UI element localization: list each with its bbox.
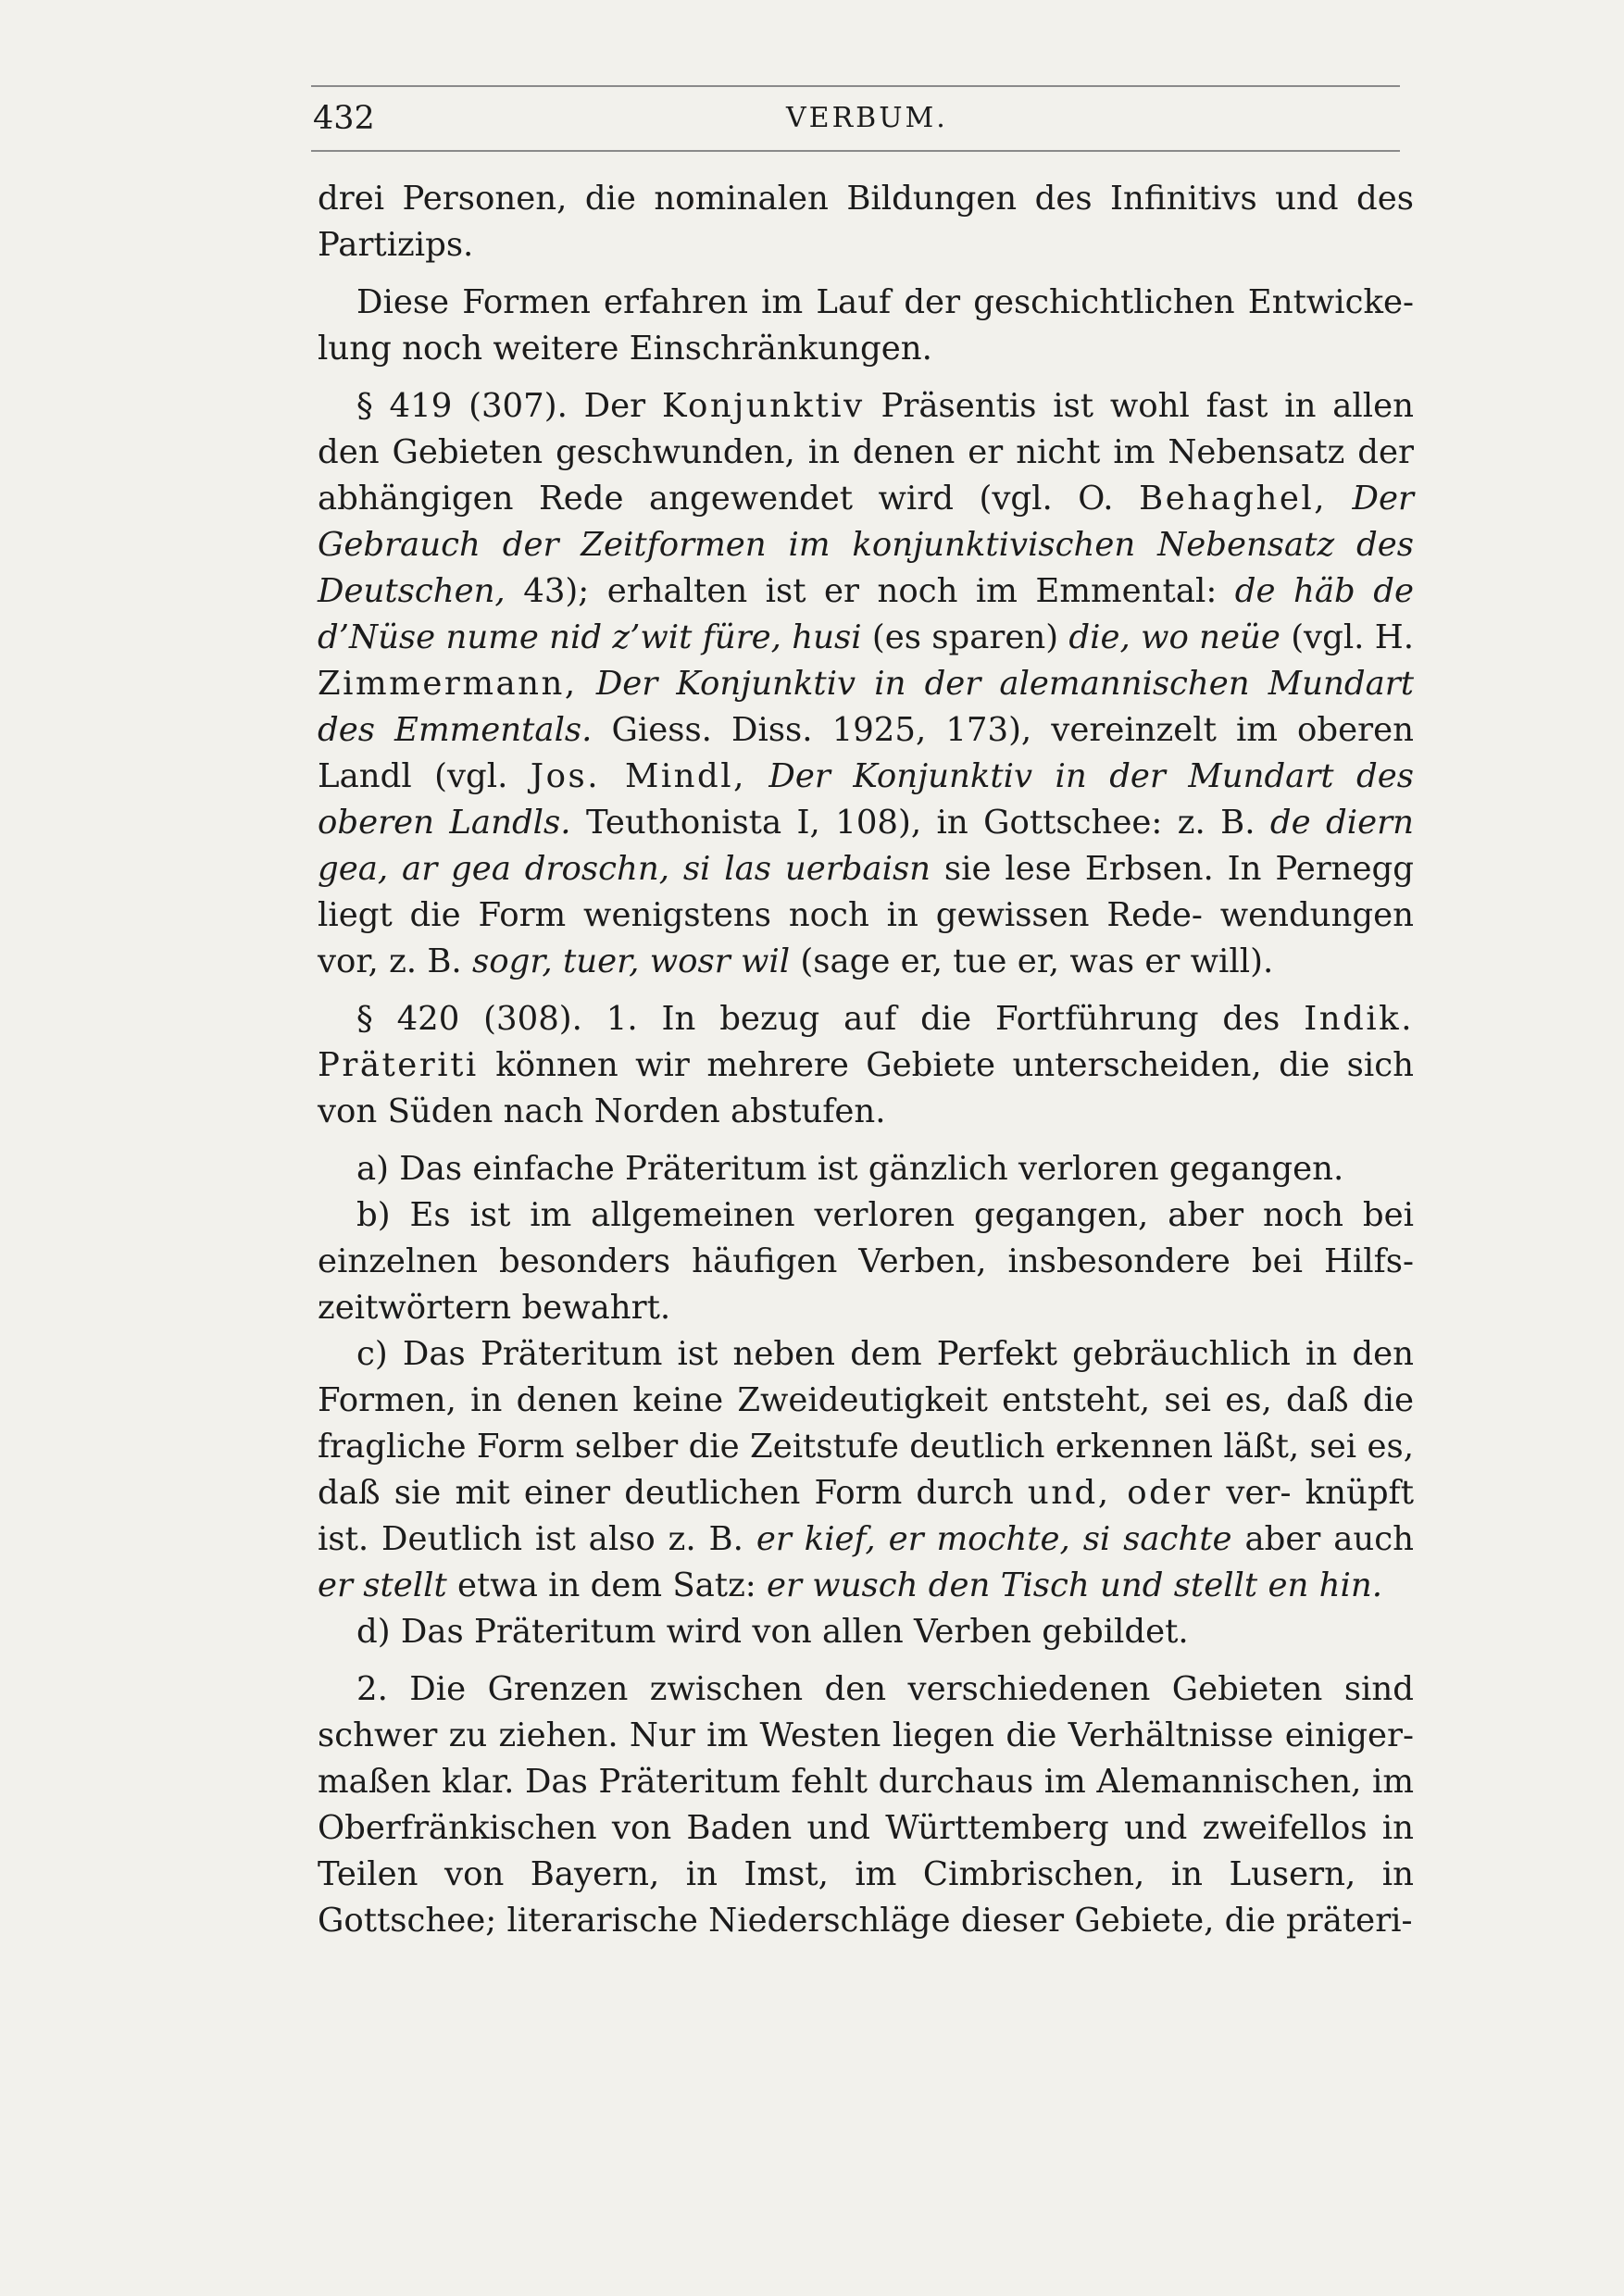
dialect-example: er wusch den Tisch und stellt en hin. — [767, 1566, 1382, 1604]
dialect-example: sogr, tuer, wosr wil — [472, 942, 791, 980]
spaced-term: Konjunktiv — [661, 387, 865, 425]
paragraph-point-2: 2. Die Grenzen zwischen den verschiedenen Gebieten sind schwer zu ziehen. Nur im Westen liegen die Verhältnisse einiger- maßen klar. Das Präteritum fehlt durchaus im Alemannischen, im Oberfränkischen von Baden und Württemberg und zweifellos in Teilen von Bayern, in Imst, im Cimbrischen, in Lusern, in Gottschee; literarische Niederschläge dieser Gebiete, die präteri- — [318, 1670, 1414, 1940]
dialect-example: er kief, er mochte, si sachte — [756, 1520, 1232, 1558]
spaced-term: und, oder — [1027, 1474, 1213, 1512]
dialect-example: de diern gea, ar gea droschn, si las uerbaisn — [318, 804, 1414, 888]
list-item-c: c) Das Präteritum ist neben dem Perfekt gebräuchlich in den Formen, in denen keine Zweideutigkeit entsteht, sei es, daß die fragliche Form selber die Zeitstufe deutlich erkennen läßt, sei es, daß sie mit einer deutlichen Form durch und, oder ver- knüpft ist. Deutlich ist also z. B. er kief, er mochte, si sachte aber auch er stellt etwa in dem Satz: er wusch den Tisch und stellt en hin. — [318, 1335, 1414, 1604]
paragraph-section-420: § 420 (308). 1. In bezug auf die Fortführung des Indik. Präteriti können wir mehrere Gebiete unterscheiden, die sich von Süden nach Norden abstufen. — [318, 1000, 1414, 1130]
paragraph-section-419: § 419 (307). Der Konjunktiv Präsentis ist wohl fast in allen den Gebieten geschwunden, in denen er nicht im Nebensatz der abhängigen Rede angewendet wird (vgl. O. Behaghel, Der Gebrauch der Zeitformen im konjunktivischen Nebensatz des Deutschen, 43); erhalten ist er noch im Emmental: de häb de d’Nüse nume nid z’wit füre, husi (es sparen) die, wo neüe (vgl. H. Zimmermann, Der Konjunktiv in der alemannischen Mundart des Emmentals. Giess. Diss. 1925, 173), vereinzelt im oberen Landl (vgl. Jos. Mindl, Der Konjunktiv in der Mundart des oberen Landls. Teuthonista I, 108), in Gottschee: z. B. de diern gea, ar gea droschn, si las uerbaisn sie lese Erbsen. In Pernegg liegt die Form wenigstens noch in gewissen Rede- wendungen vor, z. B. sogr, tuer, wosr wil (sage er, tue er, was er will). — [318, 387, 1415, 980]
paragraph-2: Diese Formen erfahren im Lauf der geschichtlichen Entwicke- lung noch weitere Einschränkungen. — [318, 283, 1414, 368]
page-body — [318, 176, 1414, 1944]
section-number: § 420 (308). — [356, 1000, 582, 1038]
work-title: Der Konjunktiv in der Mundart des oberen Landls. — [318, 757, 1414, 842]
header-top-rule — [311, 85, 1400, 87]
list-item-d: d) Das Präteritum wird von allen Verben gebildet. — [356, 1613, 1189, 1651]
page-number: 432 — [313, 100, 375, 137]
dialect-example: de häb de d’Nüse nume nid z’wit füre, husi — [318, 572, 1414, 656]
dialect-example: er stellt — [318, 1566, 447, 1604]
author-name: Zimmermann, — [318, 665, 578, 703]
author-name: Jos. Mindl, — [530, 757, 746, 795]
work-title: Der Konjunktiv in der alemannischen Mundart des Emmentals. — [318, 665, 1415, 749]
header-bottom-rule — [311, 150, 1400, 152]
author-name: Behaghel, — [1139, 480, 1327, 518]
section-number: § 419 (307). — [356, 387, 568, 425]
paragraph-1: drei Personen, die nominalen Bildungen des Infinitivs und des Partizips. — [318, 180, 1414, 264]
spaced-term: Indik. Präteriti — [318, 1000, 1414, 1084]
list-item-b: b) Es ist im allgemeinen verloren gegangen, aber noch bei einzelnen besonders häufigen Verben, insbesondere bei Hilfs- zeitwörtern bewahrt. — [318, 1196, 1414, 1327]
work-title: Der Gebrauch der Zeitformen im konjunktivischen Nebensatz des Deutschen, — [318, 480, 1414, 610]
list-item-a: a) Das einfache Präteritum ist gänzlich verloren gegangen. — [356, 1150, 1344, 1188]
running-title: VERBUM. — [786, 102, 948, 134]
dialect-example: die, wo neüe — [1068, 618, 1280, 656]
